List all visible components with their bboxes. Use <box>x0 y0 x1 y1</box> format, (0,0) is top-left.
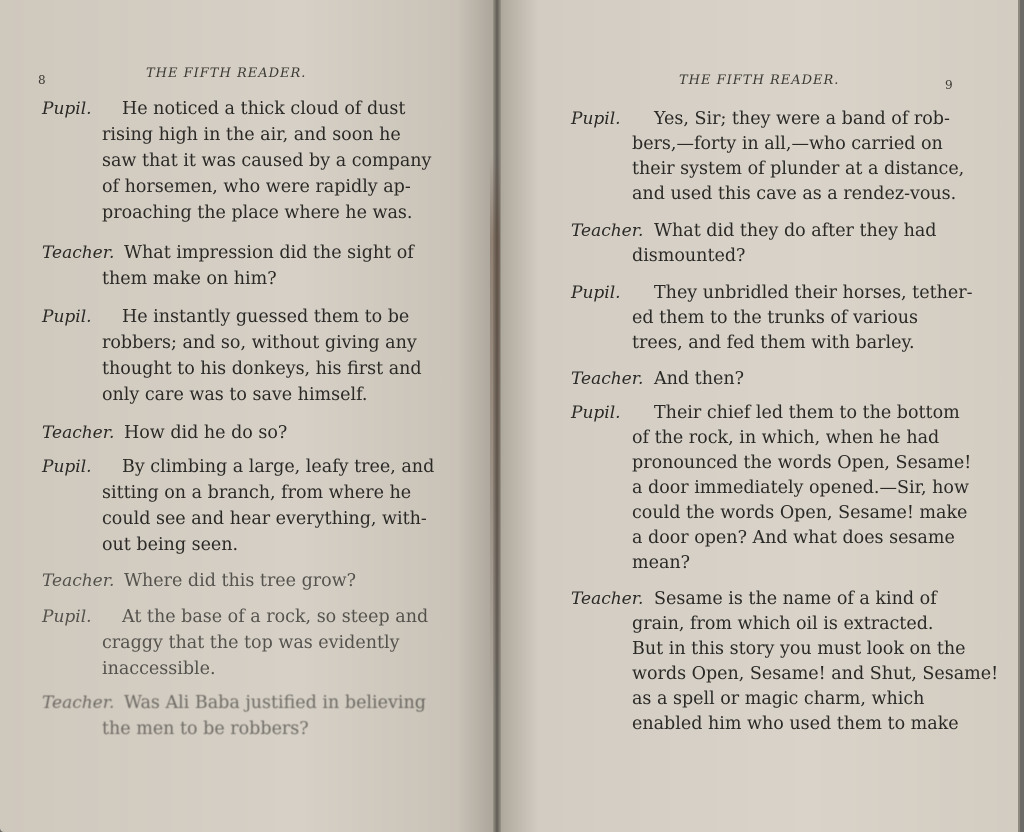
dialogue-line: What did they do after they had <box>654 221 937 241</box>
dialogue-line: proaching the place where he was. <box>102 203 413 223</box>
dialogue-line: and used this cave as a rendez-vous. <box>632 184 957 204</box>
dialogue-line: thought to his donkeys, his first and <box>102 359 422 379</box>
dialogue-line: robbers; and so, without giving any <box>102 333 417 353</box>
speaker-label: Pupil. <box>42 307 92 327</box>
speaker-label: Teacher. <box>42 571 115 591</box>
dialogue-line: Sesame is the name of a kind of <box>654 589 937 609</box>
speaker-label: Pupil. <box>42 607 92 627</box>
dialogue-line: rising high in the air, and soon he <box>102 125 401 145</box>
page-number: 8 <box>38 73 46 87</box>
speaker-label: Pupil. <box>571 403 621 423</box>
dialogue-line: a door immediately opened.—Sir, how <box>632 478 969 498</box>
dialogue-line: dismounted? <box>632 246 746 266</box>
speaker-label: Teacher. <box>571 369 644 389</box>
dialogue-line: ed them to the trunks of various <box>632 308 919 328</box>
dialogue-line: grain, from which oil is extracted. <box>632 614 934 634</box>
dialogue-line: They unbridled their horses, tether- <box>654 283 973 303</box>
dialogue-line: of horsemen, who were rapidly ap- <box>102 177 411 197</box>
dialogue-line: craggy that the top was evidently <box>102 633 400 653</box>
dialogue-line: At the base of a rock, so steep and <box>122 607 429 627</box>
dialogue-line: Their chief led them to the bottom <box>654 403 960 423</box>
speaker-label: Teacher. <box>42 243 115 263</box>
running-head: THE FIFTH READER. <box>679 73 840 88</box>
speaker-label: Teacher. <box>42 423 115 443</box>
dialogue-line: words Open, Sesame! and Shut, Sesame! <box>632 664 999 684</box>
dialogue-line: He noticed a thick cloud of dust <box>122 99 406 119</box>
dialogue-line: sitting on a branch, from where he <box>102 483 412 503</box>
dialogue-line: bers,—forty in all,—who carried on <box>632 134 943 154</box>
speaker-label: Pupil. <box>42 99 92 119</box>
dialogue-line: a door open? And what does sesame <box>632 528 955 548</box>
dialogue-line: trees, and fed them with barley. <box>632 333 915 353</box>
dialogue-line: saw that it was caused by a company <box>102 151 432 171</box>
speaker-label: Teacher. <box>42 693 115 713</box>
right-page <box>497 0 1020 832</box>
dialogue-line: could the words Open, Sesame! make <box>632 503 968 523</box>
dialogue-line: Where did this tree grow? <box>124 571 357 591</box>
dialogue-line: By climbing a large, leafy tree, and <box>122 457 435 477</box>
dialogue-line: the men to be robbers? <box>102 719 309 739</box>
dialogue-line: of the rock, in which, when he had <box>632 428 940 448</box>
dialogue-line: And then? <box>654 369 744 389</box>
dialogue-line: But in this story you must look on the <box>632 639 966 659</box>
dialogue-line: as a spell or magic charm, which <box>632 689 925 709</box>
dialogue-line: enabled him who used them to make <box>632 714 959 734</box>
dialogue-line: pronounced the words Open, Sesame! <box>632 453 972 473</box>
speaker-label: Pupil. <box>571 283 621 303</box>
left-page <box>0 0 497 832</box>
dialogue-line: mean? <box>632 553 691 573</box>
page-number: 9 <box>945 78 953 92</box>
dialogue-line: inaccessible. <box>102 659 216 679</box>
speaker-label: Pupil. <box>42 457 92 477</box>
dialogue-line: could see and hear everything, with- <box>102 509 427 529</box>
dialogue-line: Yes, Sir; they were a band of rob- <box>654 109 950 129</box>
speaker-label: Teacher. <box>571 589 644 609</box>
dialogue-line: their system of plunder at a distance, <box>632 159 965 179</box>
dialogue-line: What impression did the sight of <box>124 243 414 263</box>
dialogue-line: only care was to save himself. <box>102 385 368 405</box>
dialogue-line: Was Ali Baba justified in believing <box>124 693 426 713</box>
gutter-stain <box>490 155 500 715</box>
dialogue-line: them make on him? <box>102 269 277 289</box>
dialogue-line: He instantly guessed them to be <box>122 307 410 327</box>
dialogue-line: out being seen. <box>102 535 239 555</box>
running-head: THE FIFTH READER. <box>146 66 307 81</box>
dialogue-line: How did he do so? <box>124 423 288 443</box>
speaker-label: Teacher. <box>571 221 644 241</box>
speaker-label: Pupil. <box>571 109 621 129</box>
